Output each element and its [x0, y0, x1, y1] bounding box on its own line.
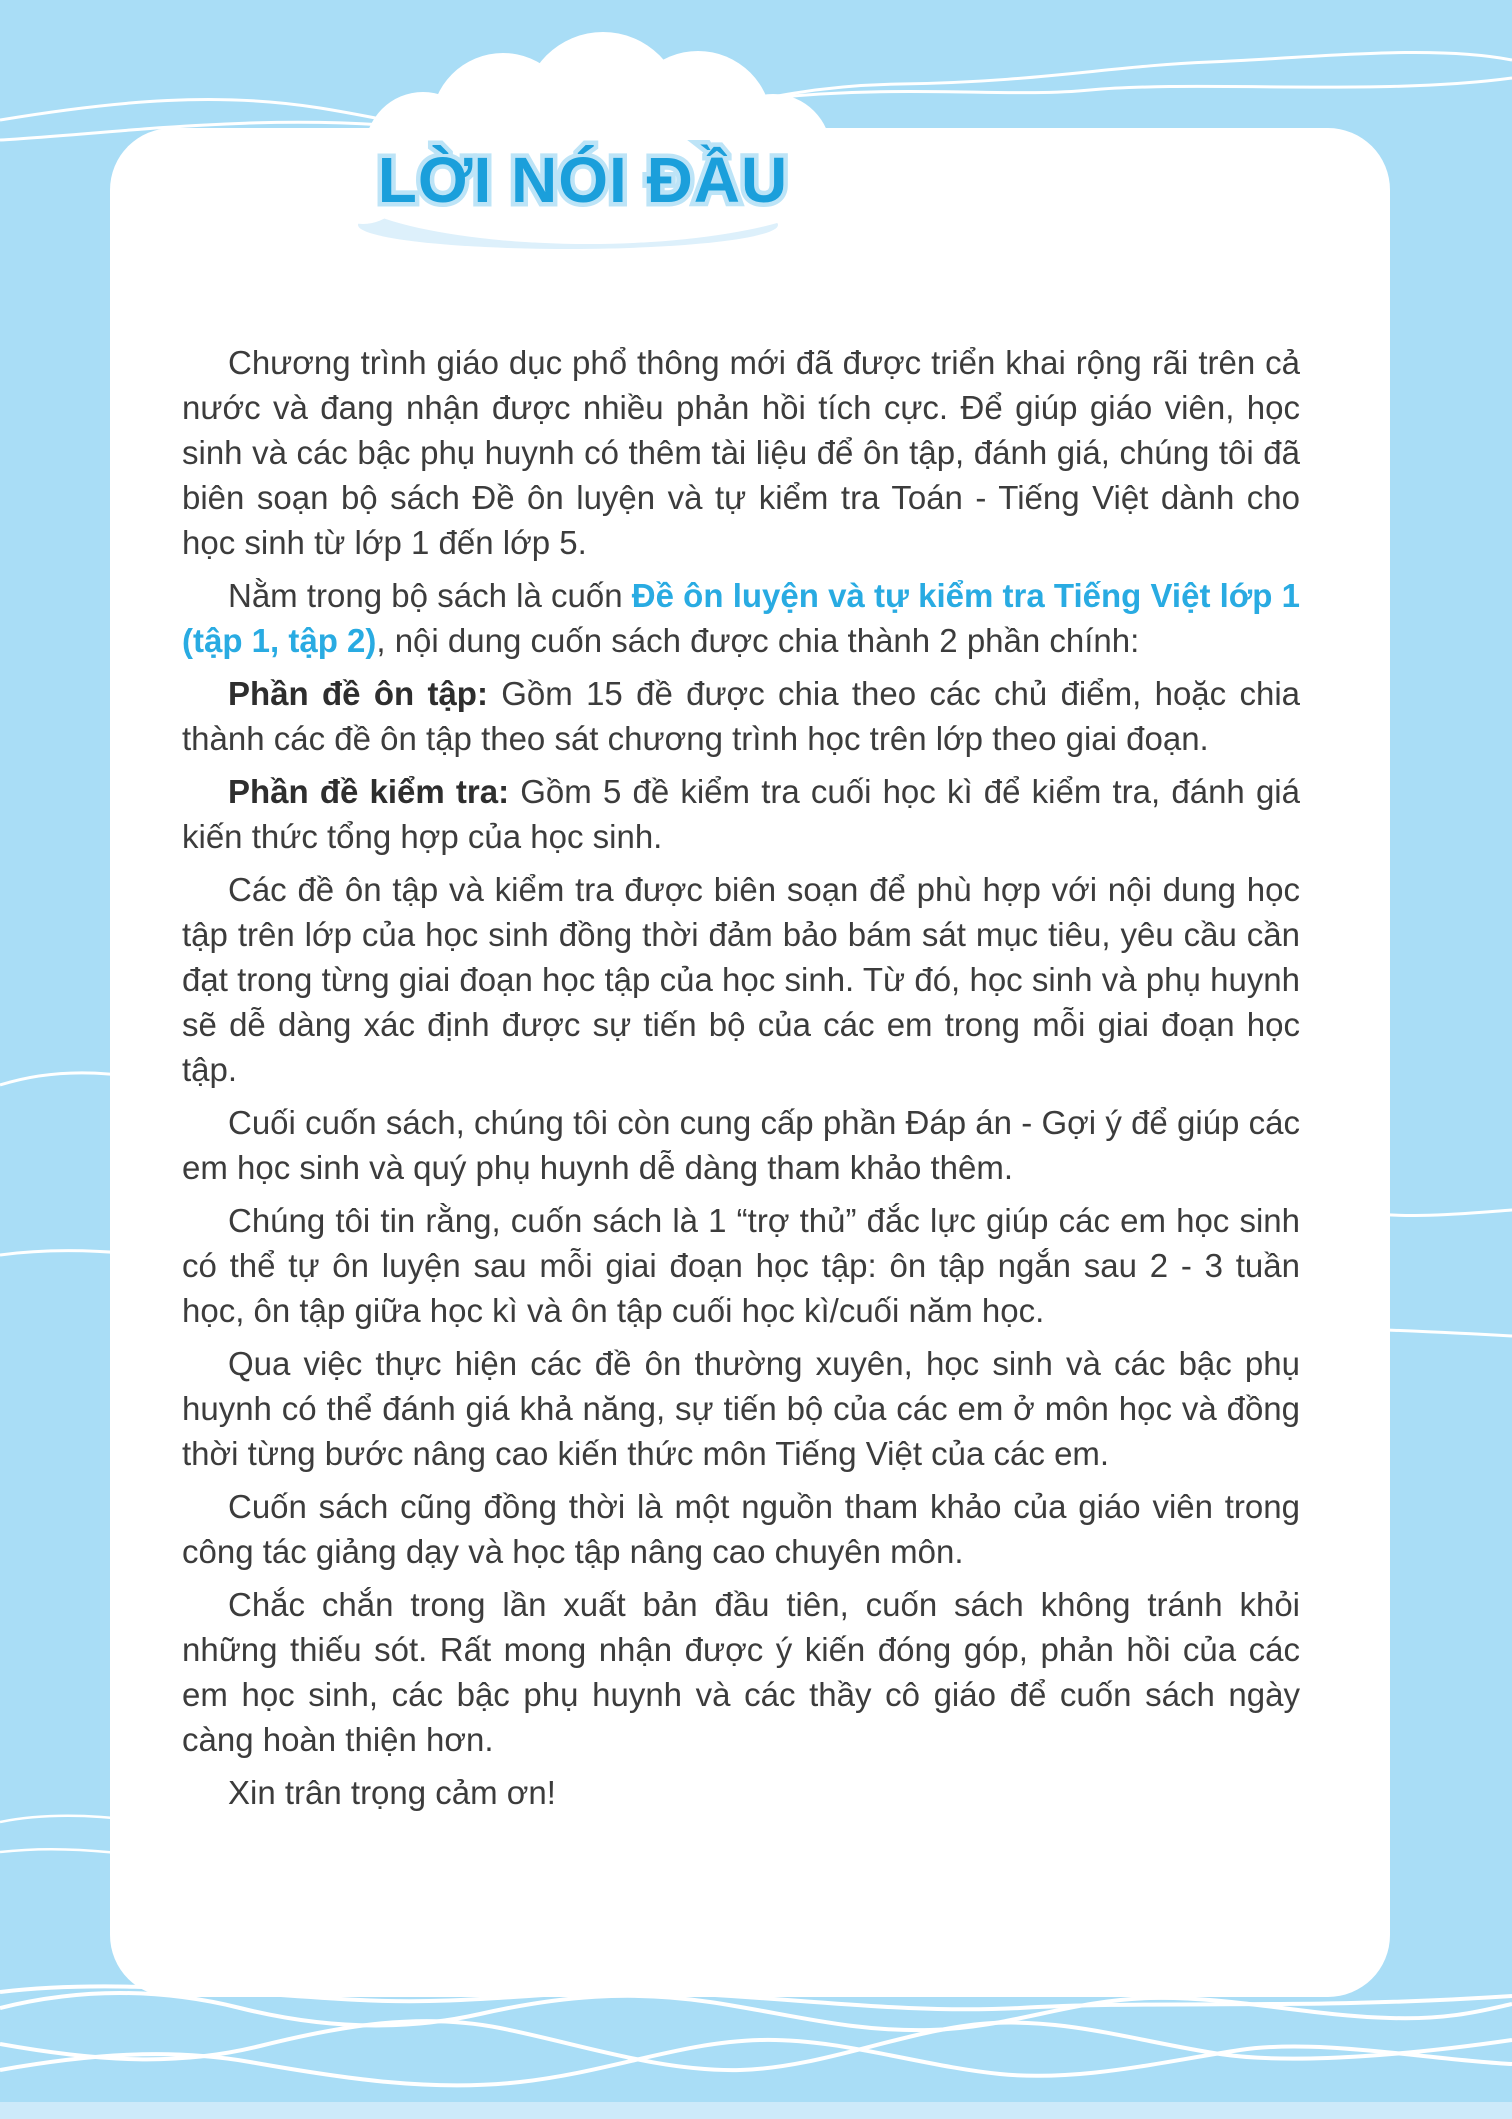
paragraph-text: Xin trân trọng cảm ơn! — [228, 1774, 556, 1811]
paragraph — [182, 1341, 1300, 1476]
paragraph-text: Các đề ôn tập và kiểm tra được biên soạn để phù hợp với nội dung học tập trên lớp của học sinh đồng thời đảm bảo bám sát mục tiêu, yêu cầu cần đạt trong từng giai đoạn học tập của học sinh. Từ đó, học sinh và phụ huynh sẽ dễ dàng xác định được sự tiến bộ của các em trong mỗi giai đoạn học tập. — [182, 871, 1300, 1088]
paragraph-text: Chúng tôi tin rằng, cuốn sách là 1 “trợ thủ” đắc lực giúp các em học sinh có thể tự ôn luyện sau mỗi giai đoạn học tập: ôn tập ngắn sau 2 - 3 tuần học, ôn tập giữa học kì và ôn tập cuối học kì/cuối năm học. — [182, 1202, 1300, 1329]
section-label: Phần đề kiểm tra: — [228, 773, 521, 810]
page-title: LỜI NÓI ĐẦU — [377, 144, 789, 216]
paragraph-text: Nằm trong bộ sách là cuốn — [228, 577, 632, 614]
paragraph — [182, 1770, 1300, 1815]
paragraph-text: , nội dung cuốn sách được chia thành 2 phần chính: — [376, 622, 1140, 659]
paragraph — [182, 573, 1300, 663]
paragraph-text: Chắc chắn trong lần xuất bản đầu tiên, cuốn sách không tránh khỏi những thiếu sót. Rất mong nhận được ý kiến đóng góp, phản hồi của các em học sinh, các bậc phụ huynh và các thầy cô giáo để cuốn sách ngày càng hoàn thiện hơn. — [182, 1586, 1300, 1758]
paragraph — [182, 769, 1300, 859]
paragraph — [182, 671, 1300, 761]
paragraph-text: Gồm 15 đề được chia theo các chủ điểm, hoặc chia thành các đề ôn tập theo sát chương trình học trên lớp theo giai đoạn. — [182, 675, 1300, 757]
paragraph — [182, 867, 1300, 1092]
paragraph — [182, 1100, 1300, 1190]
section-label: Phần đề ôn tập: — [228, 675, 502, 712]
paragraph — [182, 1198, 1300, 1333]
paragraph — [182, 1582, 1300, 1762]
paragraph-text: Cuối cuốn sách, chúng tôi còn cung cấp phần Đáp án - Gợi ý để giúp các em học sinh và quý phụ huynh dễ dàng tham khảo thêm. — [182, 1104, 1300, 1186]
paragraph — [182, 1484, 1300, 1574]
book-title-highlight: Đề ôn luyện và tự kiểm tra Tiếng Việt lớp 1 (tập 1, tập 2) — [182, 577, 1300, 659]
paragraph — [182, 340, 1300, 565]
content-card — [110, 128, 1390, 1997]
paragraph-text: Gồm 5 đề kiểm tra cuối học kì để kiểm tra, đánh giá kiến thức tổng hợp của học sinh. — [182, 773, 1300, 855]
paragraph-text: Cuốn sách cũng đồng thời là một nguồn tham khảo của giáo viên trong công tác giảng dạy và học tập nâng cao chuyên môn. — [182, 1488, 1300, 1570]
paragraph-text: Qua việc thực hiện các đề ôn thường xuyên, học sinh và các bậc phụ huynh có thể đánh giá khả năng, sự tiến bộ của các em ở môn học và đồng thời từng bước nâng cao kiến thức môn Tiếng Việt của các em. — [182, 1345, 1300, 1472]
bottom-strip — [0, 2102, 1512, 2119]
preface-body — [182, 340, 1300, 1823]
paragraph-text: Chương trình giáo dục phổ thông mới đã được triển khai rộng rãi trên cả nước và đang nhận được nhiều phản hồi tích cực. Để giúp giáo viên, học sinh và các bậc phụ huynh có thêm tài liệu để ôn tập, đánh giá, chúng tôi đã biên soạn bộ sách Đề ôn luyện và tự kiểm tra Toán - Tiếng Việt dành cho học sinh từ lớp 1 đến lớp 5. — [182, 344, 1300, 561]
title-cloud — [268, 30, 878, 255]
